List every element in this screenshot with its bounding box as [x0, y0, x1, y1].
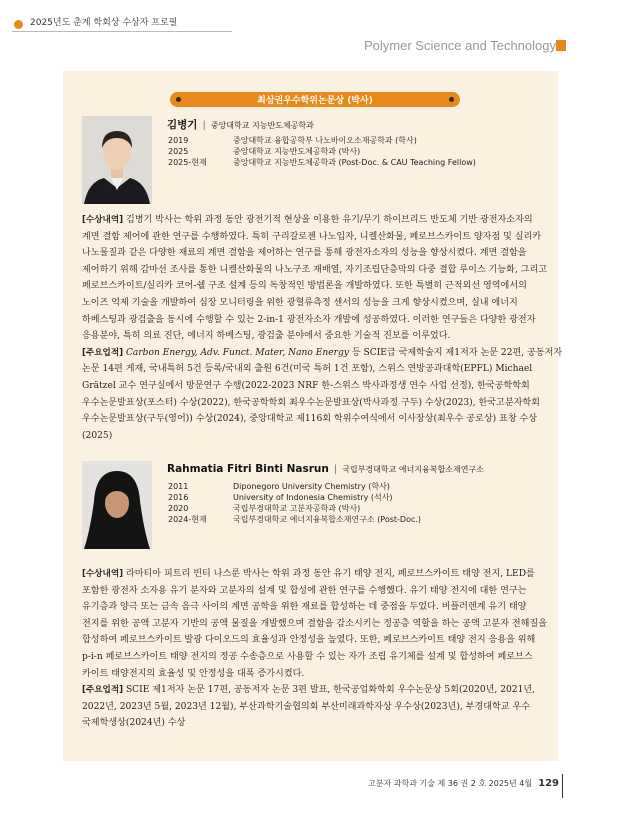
text-line	[82, 212, 542, 229]
header-dot-icon	[14, 20, 23, 29]
education-row	[168, 503, 548, 514]
header-journal-title: Polymer Science and Technology	[364, 38, 556, 53]
text-line: p-i-n 페로브스카이트 태양 전지의 정공 수송층으로 사용할 수 있는 자가 조립 유기체를 설계 및 합성하여 페로브스	[82, 651, 533, 662]
person2-content	[82, 566, 548, 732]
edu-year: 2020	[168, 504, 189, 513]
footer-divider	[562, 774, 563, 798]
text-line: 나노물질과 같은 다양한 재료의 계면 결함을 제어하는 연구를 통해 광전자소자의 성능을 향상시켰다. 계면 결함을	[82, 248, 527, 259]
portrait-man-icon	[82, 116, 152, 204]
text-line: 노이즈 억제 기술을 개발하여 심장 모니터링을 위한 광혈류측정 센서의 성능을 크게 향상시켰으며, 실내 에너지	[82, 297, 518, 308]
header-divider	[12, 31, 232, 32]
person2-name: Rahmatia Fitri Binti Nasrun	[167, 463, 329, 475]
text-line: 계면 결함 제어에 관한 연구를 수행하였다. 특히 구리갈로젠 나노입자, 니켈산화물, 페로브스카이트 양자점 및 실리카	[82, 231, 542, 242]
award-banner	[170, 92, 460, 107]
person2-education	[168, 481, 548, 525]
person2-name-line: Rahmatia Fitri Binti Nasrun | 국립부경대학교 에너지융복합소재연구소	[167, 463, 484, 475]
text-line: 제어하기 위해 감마선 조사를 통한 니켈산화물의 나노구조 재배열, 자기조립단층막의 다중 결합 루이스 기능화, 그리고	[82, 264, 548, 275]
text-line: 포함한 광전자 소자용 유기 분자와 고분자의 설계 및 합성에 관한 연구를 수행했다. 유기 태양 전지에 대한 연구는	[82, 585, 527, 596]
footer-journal: 고분자 과학과 기술 제 36 권 2 호 2025년 4월	[368, 779, 533, 788]
text-line: 페로브스카이트/실리카 코어-쉘 구조 설계 등의 독창적인 방법론을 개발하였다. 또한 특별히 근적외선 영역에서의	[82, 281, 527, 292]
text-line: 2022년, 2023년 5월, 2023년 12월), 부산과학기술협의회 부산미래과학자상 우수상(2023년), 부경대학교 우수	[82, 701, 531, 712]
edu-year: 2019	[168, 136, 189, 145]
content-label: [수상내역]	[82, 569, 124, 579]
works-label: [주요업적]	[82, 347, 124, 358]
text-line	[82, 682, 542, 699]
edu-degree: 국립부경대학교 에너지융복합소재연구소 (Post-Doc.)	[233, 515, 422, 524]
text-line	[82, 345, 563, 362]
text-line: 응용분야, 특히 의료 진단, 에너지 하베스팅, 광검출 분야에서 중요한 기술적 진보를 이루었다.	[82, 331, 451, 342]
header-accent-bar	[556, 40, 566, 51]
edu-degree: Diponegoro University Chemistry (학사)	[233, 482, 390, 491]
edu-year: 2024-현재	[168, 515, 207, 524]
text-line: 논문 14편 게재, 국내특허 5건 등록/국내외 출원 6건(미국 특허 1건 포함), 스위스 연방공과대학(EPFL) Michael	[82, 364, 533, 375]
text-line: (2025)	[82, 430, 113, 441]
person2-affiliation: 국립부경대학교 에너지융복합소재연구소	[342, 465, 484, 474]
person1-affiliation: 중앙대학교 지능반도체공학과	[210, 121, 314, 130]
person1-content	[82, 212, 563, 444]
content-label: [수상내역]	[82, 215, 124, 225]
person1-education	[168, 135, 548, 168]
person1-photo	[82, 116, 152, 204]
education-row	[168, 492, 548, 503]
text-line: 전지를 위한 공액 고분자 기반의 공액 물질을 개발했으며 결함을 감소시키는 정공층 역할을 하는 공액 고분자 전해질을	[82, 618, 548, 629]
text-line: 국제학생상(2024년) 수상	[82, 718, 186, 729]
text-span: 김병기 박사는 학위 과정 동안 광전기적 현상을 이용한 유기/무기 하이브리드 반도체 기반 광전자소자의	[123, 215, 533, 225]
text-span: 등 SCIE급 국제학술지 제1저자 논문 22편, 공동저자	[348, 347, 563, 358]
text-line: 합성하여 페로브스카이트 발광 다이오드의 효율성과 안정성을 높였다. 또한, 페로브스카이트 태양 전지 응용을 위해	[82, 635, 536, 646]
edu-year: 2025	[168, 147, 189, 156]
edu-degree: 국립부경대학교 고분자공학과 (박사)	[233, 504, 361, 513]
edu-degree: University of Indonesia Chemistry (석사)	[233, 493, 393, 502]
award-title: 최삼권우수학위논문상 (박사)	[257, 96, 373, 106]
text-span: SCIE 제1저자 논문 17편, 공동저자 논문 3편 발표, 한국공업화학회 우수논문상 5회(2020년, 2021년,	[123, 685, 536, 696]
text-line: 유기층과 양극 또는 금속 음극 사이의 계면 공학을 위한 재료를 합성하는 데 중점을 두었다. 비플러렌계 유기 태양	[82, 602, 527, 613]
education-row	[168, 135, 548, 146]
text-line: Grätzel 교수 연구실에서 방문연구 수행(2022-2023 NRF 한-스위스 박사과정생 연수 사업 선정), 한국공학학회	[82, 380, 530, 391]
text-span: 라마티아 피트리 빈티 나스룬 박사는 학위 과정 동안 유기 태양 전지, 페로브스카이트 태양 전지, LED를	[123, 569, 535, 579]
edu-degree: 중앙대학교 지능반도체공학과 (Post-Doc. & CAU Teaching Fellow)	[233, 158, 476, 167]
edu-year: 2011	[168, 482, 189, 491]
portrait-woman-icon	[82, 461, 152, 549]
text-line	[82, 566, 542, 583]
header-section-title: 2025년도 춘계 학회상 수상자 프로필	[30, 18, 178, 28]
edu-degree: 중앙대학교 지능반도체공학과 (박사)	[233, 147, 361, 156]
works-label: [주요업적]	[82, 685, 124, 696]
text-span: Carbon Energy, Adv. Funct. Mater, Nano Energy	[123, 347, 349, 358]
person1-name-line: 김병기 | 중앙대학교 지능반도체공학과	[167, 119, 314, 131]
education-row	[168, 146, 548, 157]
education-row	[168, 157, 548, 168]
person1-name: 김병기	[167, 119, 198, 131]
text-line: 하베스팅과 광검출을 동시에 수행할 수 있는 2-in-1 광전자소자 개발에 성공하였다. 이러한 연구들은 다양한 광전자	[82, 314, 536, 325]
text-line: 우수논문발표상(포스터) 수상(2022), 한국공학학회 최우수논문발표상(박사과정 구두) 수상(2023), 한국고분자학회	[82, 397, 540, 408]
banner-dot-icon	[449, 97, 454, 102]
text-line: 카이트 태양전지의 효율성 및 안정성을 대폭 증가시켰다.	[82, 668, 305, 679]
edu-year: 2025-현재	[168, 158, 207, 167]
person2-photo	[82, 461, 152, 549]
text-line: 우수논문발표상(구두(영어)) 수상(2024), 중앙대학교 제116회 학위수여식에서 이사장상(최우수 공로상) 표창 수상	[82, 414, 538, 425]
page-number: 129	[538, 778, 559, 789]
education-row	[168, 481, 548, 492]
edu-degree: 중앙대학교 융합공학부 나노바이오소재공학과 (학사)	[233, 136, 417, 145]
footer	[368, 778, 559, 789]
education-row	[168, 514, 548, 525]
edu-year: 2016	[168, 493, 189, 502]
